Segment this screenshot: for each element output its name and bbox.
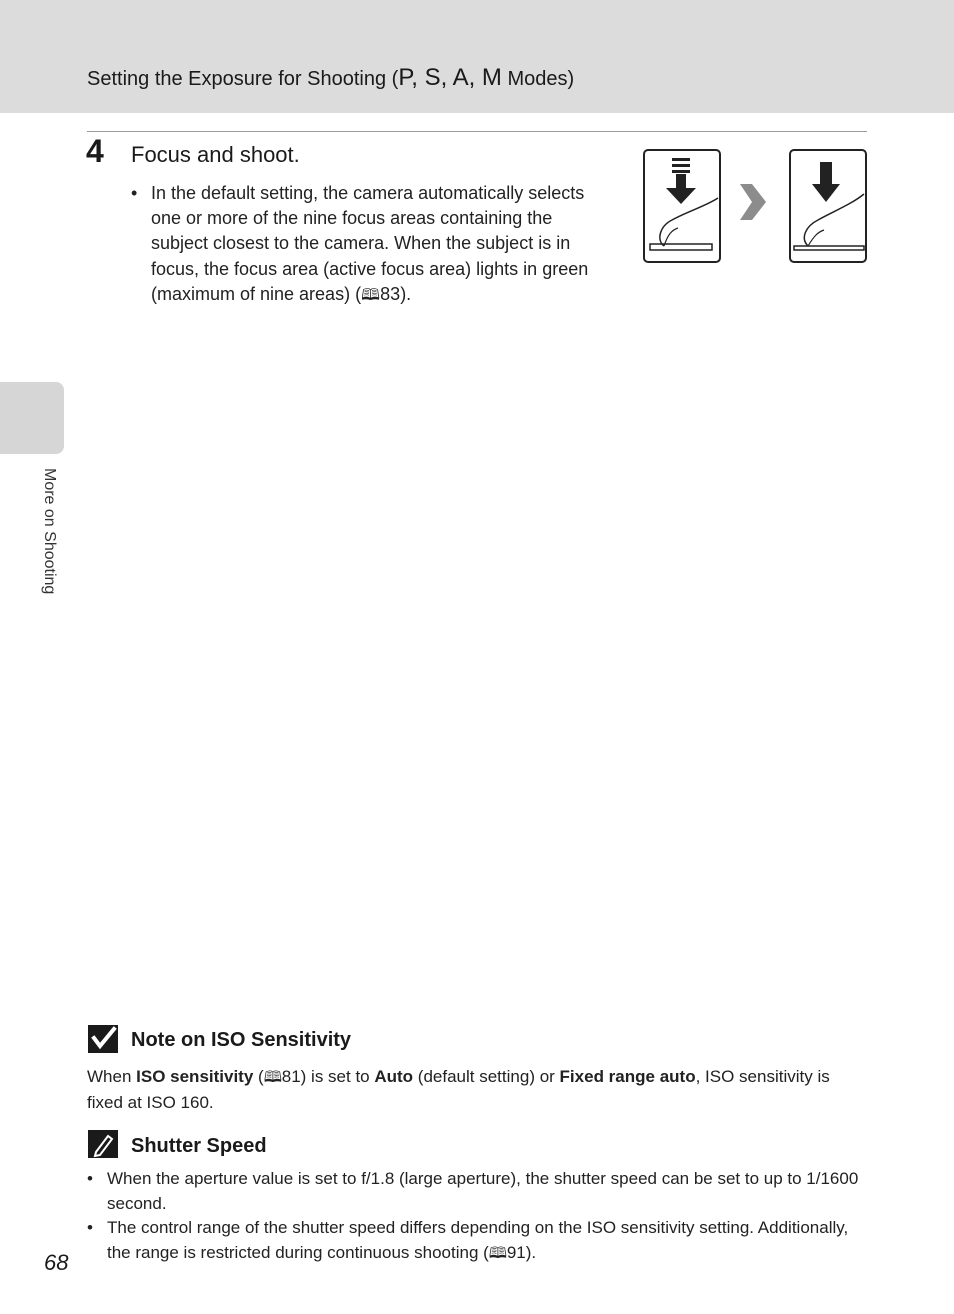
arrow-right-icon: [740, 184, 766, 220]
list-item: [87, 1167, 869, 1216]
step-title: Focus and shoot.: [131, 142, 300, 167]
header-band: [0, 0, 954, 113]
note-text-1: When: [87, 1067, 137, 1086]
full-press-panel: [790, 150, 866, 262]
header-modes: P, S, A, M: [398, 64, 502, 91]
book-reference-icon: 🕮: [488, 1244, 507, 1262]
bullet-dot: •: [131, 183, 138, 203]
note-text-4: (default setting) or: [413, 1067, 560, 1086]
side-tab-label: More on Shooting: [41, 468, 58, 595]
header-title-suffix: Modes): [501, 68, 575, 90]
step-number: 4: [86, 133, 104, 169]
step-bullet-ref: 83: [380, 283, 401, 304]
side-tab: [0, 382, 64, 454]
note-title: Note on ISO Sensitivity: [131, 1029, 352, 1051]
pencil-tip-icon: [88, 1130, 118, 1158]
bullet-dot: •: [87, 1169, 93, 1188]
note-text-5: , ISO sensitivity is fixed at ISO 160.: [87, 1067, 830, 1112]
step-bullet: [131, 181, 611, 308]
top-rule: [87, 131, 867, 132]
note-bold-iso: ISO sensitivity: [136, 1067, 254, 1086]
book-reference-icon: 🕮: [263, 1069, 282, 1086]
step-bullet-text: In the default setting, the camera automatically selects one or more of the nine focus areas containing the subject closest to the camera. When the subject is in focus, the focus area (active focus area) lights in green (maximum of nine areas) (: [151, 183, 589, 304]
note-ref: 81: [281, 1067, 301, 1086]
checkmark-note-icon: [88, 1025, 118, 1053]
note-body: [87, 1065, 869, 1115]
note-text-2: (: [253, 1067, 264, 1086]
note-bold-fixed: Fixed range auto: [559, 1067, 696, 1086]
tip-item-1-text: When the aperture value is set to f/1.8 (large aperture), the shutter speed can be set to up to 1/1600 second.: [107, 1169, 859, 1213]
half-press-panel: [644, 150, 720, 262]
list-item: [87, 1216, 869, 1266]
step-bullet-end: ).: [400, 283, 412, 304]
tip-title: Shutter Speed: [131, 1135, 267, 1157]
tip-item-2-ref: 91: [506, 1242, 526, 1262]
tip-item-2-text: The control range of the shutter speed differs depending on the ISO sensitivity setting. Additionally, the range is restricted during continuous shooting (: [107, 1218, 849, 1262]
note-bold-auto: Auto: [374, 1067, 414, 1086]
note-text-3: ) is set to: [300, 1067, 375, 1086]
tip-item-2-end: ).: [525, 1242, 537, 1262]
header-title: [87, 64, 574, 92]
header-title-prefix: Setting the Exposure for Shooting (: [87, 68, 399, 90]
page-number: 68: [44, 1250, 69, 1275]
shutter-press-illustration: [642, 148, 868, 266]
tip-list: [87, 1167, 869, 1266]
book-reference-icon: 🕮: [361, 285, 381, 304]
bullet-dot: •: [87, 1218, 93, 1237]
